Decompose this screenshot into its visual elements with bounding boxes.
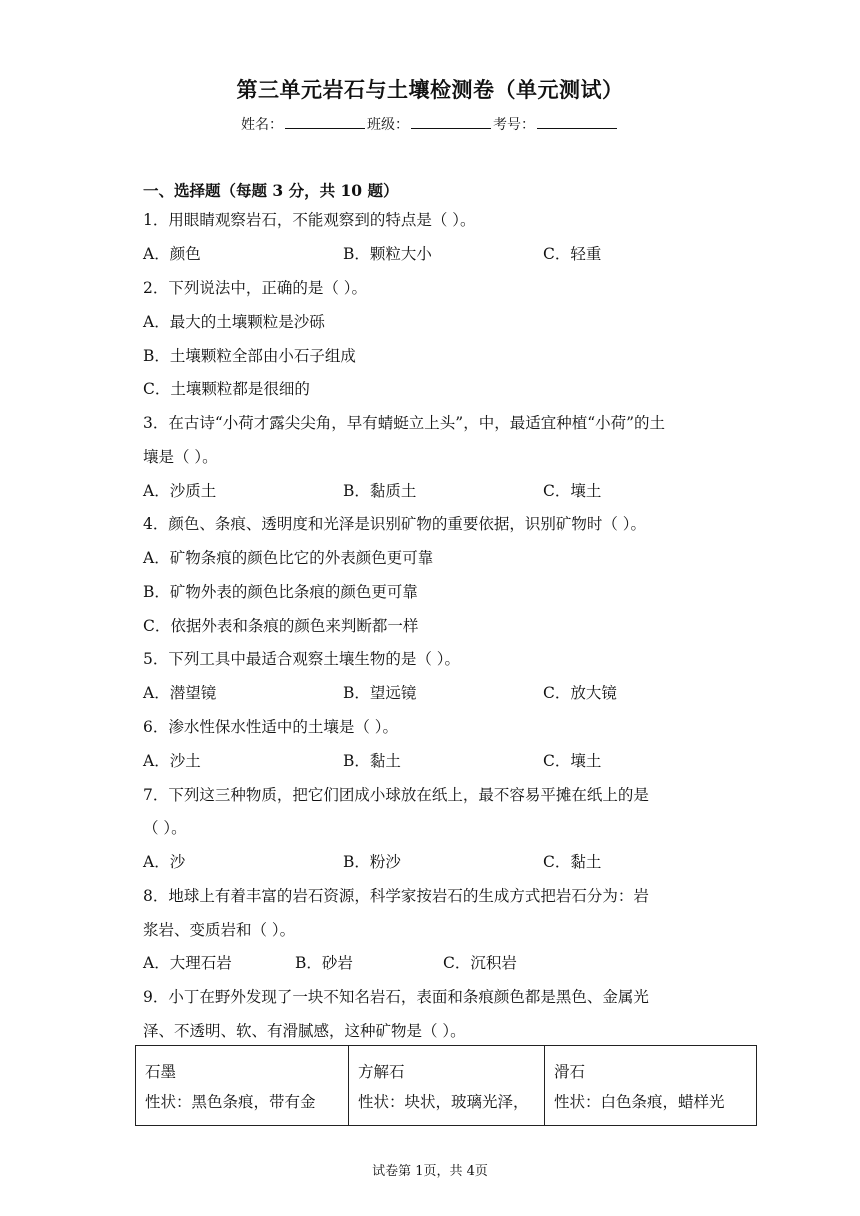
- name-label: 姓名：: [241, 117, 283, 133]
- table-cell-talc: [545, 1046, 757, 1126]
- mineral-name: 石墨: [145, 1063, 177, 1081]
- question-7-stem-line-1: 7．下列这三种物质，把它们团成小球放在纸上，最不容易平摊在纸上的是: [143, 786, 649, 804]
- question-2-option-a: A．最大的土壤颗粒是沙砾: [143, 313, 325, 331]
- question-8-option-c: C．沉积岩: [443, 954, 517, 972]
- question-6-option-a: A．沙土: [143, 752, 201, 770]
- student-info-line: [0, 114, 860, 134]
- question-1-option-a: A．颜色: [143, 245, 201, 263]
- table-row: [136, 1046, 757, 1126]
- class-blank: [411, 114, 491, 129]
- question-4-stem: 4．颜色、条痕、透明度和光泽是识别矿物的重要依据，识别矿物时（ ）。: [143, 515, 647, 533]
- question-7-option-c: C．黏土: [543, 853, 602, 871]
- page-footer: 试卷第 1页，共 4页: [372, 1164, 488, 1179]
- question-9-stem-line-2: 泽、不透明、软、有滑腻感，这种矿物是（ ）。: [143, 1022, 466, 1040]
- table-cell-calcite: [349, 1046, 545, 1126]
- question-1-option-c: C．轻重: [543, 245, 602, 263]
- question-2-option-c: C．土壤颗粒都是很细的: [143, 380, 310, 398]
- question-2-option-b: B．土壤颗粒全部由小石子组成: [143, 347, 356, 365]
- exam-number-blank: [537, 114, 617, 129]
- question-8-option-b: B．砂岩: [295, 954, 353, 972]
- question-6-option-c: C．壤土: [543, 752, 602, 770]
- section-heading: 一、选择题（每题 3 分，共 10 题）: [143, 181, 399, 200]
- mineral-name: 滑石: [554, 1063, 586, 1081]
- question-1-option-b: B．颗粒大小: [343, 245, 432, 263]
- question-4-option-a: A．矿物条痕的颜色比它的外表颜色更可靠: [143, 549, 434, 567]
- mineral-description: 性状：黑色条痕，带有金: [145, 1093, 316, 1111]
- question-5-option-c: C．放大镜: [543, 684, 617, 702]
- question-3-stem-line-2: 壤是（ ）。: [143, 448, 218, 466]
- question-8-option-a: A．大理石岩: [143, 954, 232, 972]
- mineral-description: 性状：块状，玻璃光泽，: [358, 1093, 529, 1111]
- table-cell-graphite: [136, 1046, 349, 1126]
- question-3-option-a: A．沙质土: [143, 482, 217, 500]
- exam-number-label: 考号：: [493, 117, 535, 133]
- question-8-stem-line-1: 8．地球上有着丰富的岩石资源，科学家按岩石的生成方式把岩石分为：岩: [143, 887, 649, 905]
- question-3-option-b: B．黏质土: [343, 482, 417, 500]
- page-title: 第三单元岩石与土壤检测卷（单元测试）: [236, 77, 624, 102]
- class-label: 班级：: [367, 117, 409, 133]
- question-8-stem-line-2: 浆岩、变质岩和（ ）。: [143, 921, 296, 939]
- question-6-stem: 6．渗水性保水性适中的土壤是（ ）。: [143, 718, 399, 736]
- question-5-option-b: B．望远镜: [343, 684, 417, 702]
- question-4-option-c: C．依据外表和条痕的颜色来判断都一样: [143, 617, 419, 635]
- question-9-stem-line-1: 9．小丁在野外发现了一块不知名岩石，表面和条痕颜色都是黑色、金属光: [143, 988, 649, 1006]
- mineral-table: [135, 1045, 757, 1126]
- question-5-stem: 5．下列工具中最适合观察土壤生物的是（ ）。: [143, 650, 461, 668]
- name-blank: [285, 114, 365, 129]
- question-4-option-b: B．矿物外表的颜色比条痕的颜色更可靠: [143, 583, 418, 601]
- question-6-option-b: B．黏土: [343, 752, 401, 770]
- question-3-option-c: C．壤土: [543, 482, 602, 500]
- question-3-stem-line-1: 3．在古诗“小荷才露尖尖角，早有蜻蜓立上头”，中，最适宜种植“小荷”的土: [143, 414, 666, 432]
- question-7-option-a: A．沙: [143, 853, 186, 871]
- question-5-option-a: A．潜望镜: [143, 684, 217, 702]
- question-7-stem-line-2: （ ）。: [143, 819, 187, 837]
- question-2-stem: 2．下列说法中，正确的是（ ）。: [143, 279, 368, 297]
- mineral-name: 方解石: [358, 1063, 405, 1081]
- question-7-option-b: B．粉沙: [343, 853, 401, 871]
- mineral-description: 性状：白色条痕，蜡样光: [554, 1093, 725, 1111]
- question-1-stem: 1．用眼睛观察岩石，不能观察到的特点是（ ）。: [143, 211, 476, 229]
